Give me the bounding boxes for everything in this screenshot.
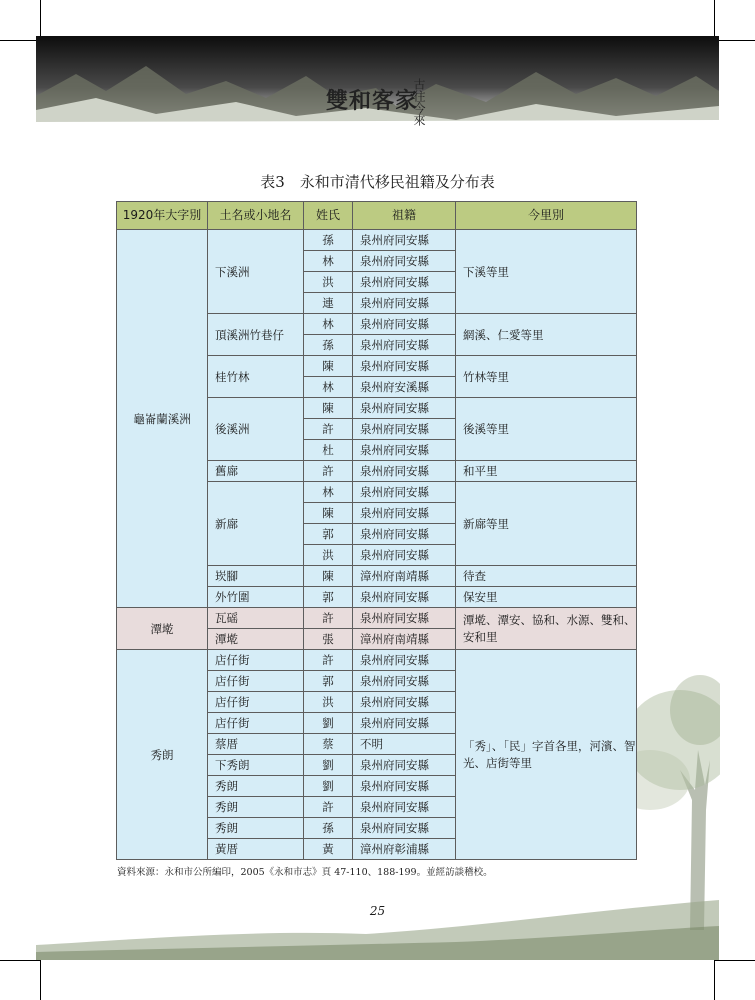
surname-cell: 劉	[304, 776, 353, 797]
village-cell: 保安里	[456, 587, 637, 608]
origin-cell: 泉州府同安縣	[353, 650, 456, 671]
surname-cell: 連	[304, 293, 353, 314]
surname-cell: 蔡	[304, 734, 353, 755]
origin-cell: 泉州府同安縣	[353, 398, 456, 419]
place-cell: 店仔街	[208, 671, 304, 692]
origin-cell: 泉州府同安縣	[353, 314, 456, 335]
village-cell: 後溪等里	[456, 398, 637, 461]
surname-cell: 孫	[304, 818, 353, 839]
surname-cell: 陳	[304, 356, 353, 377]
place-cell: 店仔街	[208, 650, 304, 671]
place-cell: 桂竹林	[208, 356, 304, 398]
surname-cell: 劉	[304, 713, 353, 734]
crop-mark	[0, 960, 40, 961]
header-surname: 姓氏	[304, 202, 353, 230]
table-row	[117, 608, 637, 629]
surname-cell: 許	[304, 797, 353, 818]
surname-cell: 許	[304, 650, 353, 671]
header-origin: 祖籍	[353, 202, 456, 230]
surname-cell: 郭	[304, 524, 353, 545]
surname-cell: 林	[304, 251, 353, 272]
origin-cell: 泉州府同安縣	[353, 419, 456, 440]
table-caption: 表3 永和市清代移民祖籍及分布表	[260, 173, 495, 191]
source-note: 資料來源：永和市公所編印，2005《永和市志》頁 47-110、188-199。並經訪談稽校。	[117, 867, 493, 878]
origin-cell: 泉州府同安縣	[353, 713, 456, 734]
place-cell: 黃厝	[208, 839, 304, 860]
origin-cell: 泉州府同安縣	[353, 482, 456, 503]
place-cell: 店仔街	[208, 692, 304, 713]
surname-cell: 陳	[304, 566, 353, 587]
origin-cell: 泉州府同安縣	[353, 692, 456, 713]
place-cell: 後溪洲	[208, 398, 304, 461]
origin-cell: 泉州府同安縣	[353, 230, 456, 251]
origin-cell: 泉州府同安縣	[353, 818, 456, 839]
origin-cell: 泉州府同安縣	[353, 440, 456, 461]
header-place: 土名或小地名	[208, 202, 304, 230]
page-number: 25	[369, 904, 386, 918]
migrant-origin-table	[116, 201, 637, 860]
crop-mark	[40, 0, 41, 40]
table-row	[117, 650, 637, 671]
origin-cell: 泉州府同安縣	[353, 335, 456, 356]
surname-cell: 孫	[304, 230, 353, 251]
origin-cell: 泉州府同安縣	[353, 755, 456, 776]
place-cell: 秀朗	[208, 818, 304, 839]
surname-cell: 許	[304, 608, 353, 629]
place-cell: 崁腳	[208, 566, 304, 587]
crop-mark	[714, 960, 715, 1000]
origin-cell: 泉州府同安縣	[353, 776, 456, 797]
origin-cell: 泉州府同安縣	[353, 293, 456, 314]
area-cell: 秀朗	[117, 650, 208, 860]
origin-cell: 漳州府南靖縣	[353, 629, 456, 650]
village-cell: 下溪等里	[456, 230, 637, 314]
surname-cell: 孫	[304, 335, 353, 356]
origin-cell: 泉州府同安縣	[353, 797, 456, 818]
origin-cell: 漳州府南靖縣	[353, 566, 456, 587]
surname-cell: 陳	[304, 503, 353, 524]
place-cell: 下秀朗	[208, 755, 304, 776]
origin-cell: 泉州府同安縣	[353, 545, 456, 566]
crop-mark	[715, 40, 755, 41]
surname-cell: 洪	[304, 272, 353, 293]
book-logo	[320, 78, 460, 142]
place-cell: 秀朗	[208, 797, 304, 818]
origin-cell: 泉州府同安縣	[353, 272, 456, 293]
village-cell: 「秀」、「民」字首各里，河濱、智光、店街等里	[456, 650, 637, 860]
place-cell: 秀朗	[208, 776, 304, 797]
origin-cell: 不明	[353, 734, 456, 755]
place-cell: 外竹圍	[208, 587, 304, 608]
logo-title: 雙和客家	[326, 88, 419, 114]
place-cell: 潭墘	[208, 629, 304, 650]
surname-cell: 郭	[304, 587, 353, 608]
header-area: 1920年大字別	[117, 202, 208, 230]
surname-cell: 林	[304, 377, 353, 398]
origin-cell: 泉州府同安縣	[353, 251, 456, 272]
grass-illustration	[36, 890, 719, 960]
crop-mark	[715, 960, 755, 961]
origin-cell: 泉州府同安縣	[353, 608, 456, 629]
origin-cell: 漳州府彰浦縣	[353, 839, 456, 860]
village-cell: 新廍等里	[456, 482, 637, 566]
origin-cell: 泉州府同安縣	[353, 671, 456, 692]
table-header-row	[117, 202, 637, 230]
origin-cell: 泉州府同安縣	[353, 503, 456, 524]
village-cell: 竹林等里	[456, 356, 637, 398]
village-cell: 待查	[456, 566, 637, 587]
surname-cell: 劉	[304, 755, 353, 776]
origin-cell: 泉州府同安縣	[353, 587, 456, 608]
place-cell: 店仔街	[208, 713, 304, 734]
origin-cell: 泉州府同安縣	[353, 524, 456, 545]
surname-cell: 許	[304, 461, 353, 482]
crop-mark	[0, 40, 40, 41]
surname-cell: 許	[304, 419, 353, 440]
surname-cell: 林	[304, 482, 353, 503]
surname-cell: 陳	[304, 398, 353, 419]
place-cell: 瓦磘	[208, 608, 304, 629]
surname-cell: 洪	[304, 545, 353, 566]
origin-cell: 泉州府同安縣	[353, 356, 456, 377]
village-cell: 和平里	[456, 461, 637, 482]
surname-cell: 杜	[304, 440, 353, 461]
surname-cell: 張	[304, 629, 353, 650]
village-cell: 網溪、仁愛等里	[456, 314, 637, 356]
logo-subtitle: 古往今來	[412, 78, 426, 126]
crop-mark	[40, 960, 41, 1000]
origin-cell: 泉州府同安縣	[353, 461, 456, 482]
surname-cell: 洪	[304, 692, 353, 713]
place-cell: 下溪洲	[208, 230, 304, 314]
area-cell: 龜崙蘭溪洲	[117, 230, 208, 608]
crop-mark	[714, 0, 715, 40]
place-cell: 頂溪洲竹巷仔	[208, 314, 304, 356]
place-cell: 新廍	[208, 482, 304, 566]
surname-cell: 林	[304, 314, 353, 335]
surname-cell: 黃	[304, 839, 353, 860]
area-cell: 潭墘	[117, 608, 208, 650]
place-cell: 舊廍	[208, 461, 304, 482]
table-row	[117, 230, 637, 251]
header-village: 今里別	[456, 202, 637, 230]
origin-cell: 泉州府安溪縣	[353, 377, 456, 398]
village-cell: 潭墘、潭安、協和、水源、雙和、安和里	[456, 608, 637, 650]
surname-cell: 郭	[304, 671, 353, 692]
place-cell: 蔡厝	[208, 734, 304, 755]
